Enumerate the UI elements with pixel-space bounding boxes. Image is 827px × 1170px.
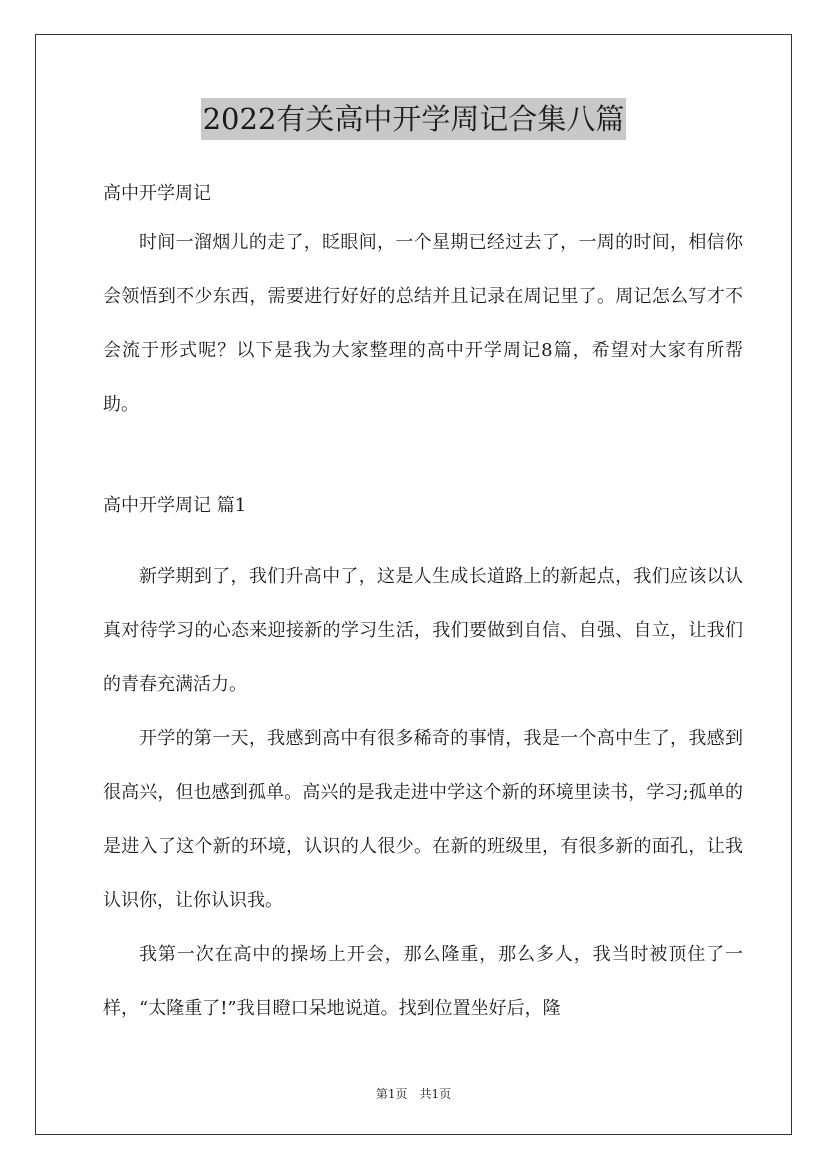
document-body xyxy=(103,172,743,1036)
title-container xyxy=(0,98,827,140)
page-number: 第1页 共1页 xyxy=(375,1087,452,1101)
section1-paragraph-1: 新学期到了，我们升高中了，这是人生成长道路上的新起点，我们应该以认真对待学习的心态来迎接新的学习生活，我们要做到自信、自强、自立，让我们的青春充满活力。 xyxy=(103,566,743,695)
intro-paragraph: 时间一溜烟儿的走了，眨眼间，一个星期已经过去了，一周的时间，相信你会领悟到不少东西，需要进行好好的总结并且记录在周记里了。周记怎么写才不会流于形式呢？以下是我为大家整理的高中开学周记8篇，希望对大家有所帮助。 xyxy=(103,232,743,415)
section1-paragraph-2: 开学的第一天，我感到高中有很多稀奇的事情，我是一个高中生了，我感到很高兴，但也感到孤单。高兴的是我走进中学这个新的环境里读书，学习;孤单的是进入了这个新的环境，认识的人很少。在新的班级里，有很多新的面孔，让我认识你，让你认识我。 xyxy=(103,728,743,911)
section1-heading: 高中开学周记 篇1 xyxy=(103,495,247,516)
page-footer xyxy=(0,1086,827,1102)
document-title: 2022有关高中开学周记合集八篇 xyxy=(201,98,627,140)
intro-heading: 高中开学周记 xyxy=(103,183,211,204)
section-spacer xyxy=(103,432,743,486)
section1-paragraph-3: 我第一次在高中的操场上开会，那么隆重，那么多人，我当时被顶住了一样，“太隆重了!”我目瞪口呆地说道。找到位置坐好后，隆 xyxy=(103,944,743,1019)
